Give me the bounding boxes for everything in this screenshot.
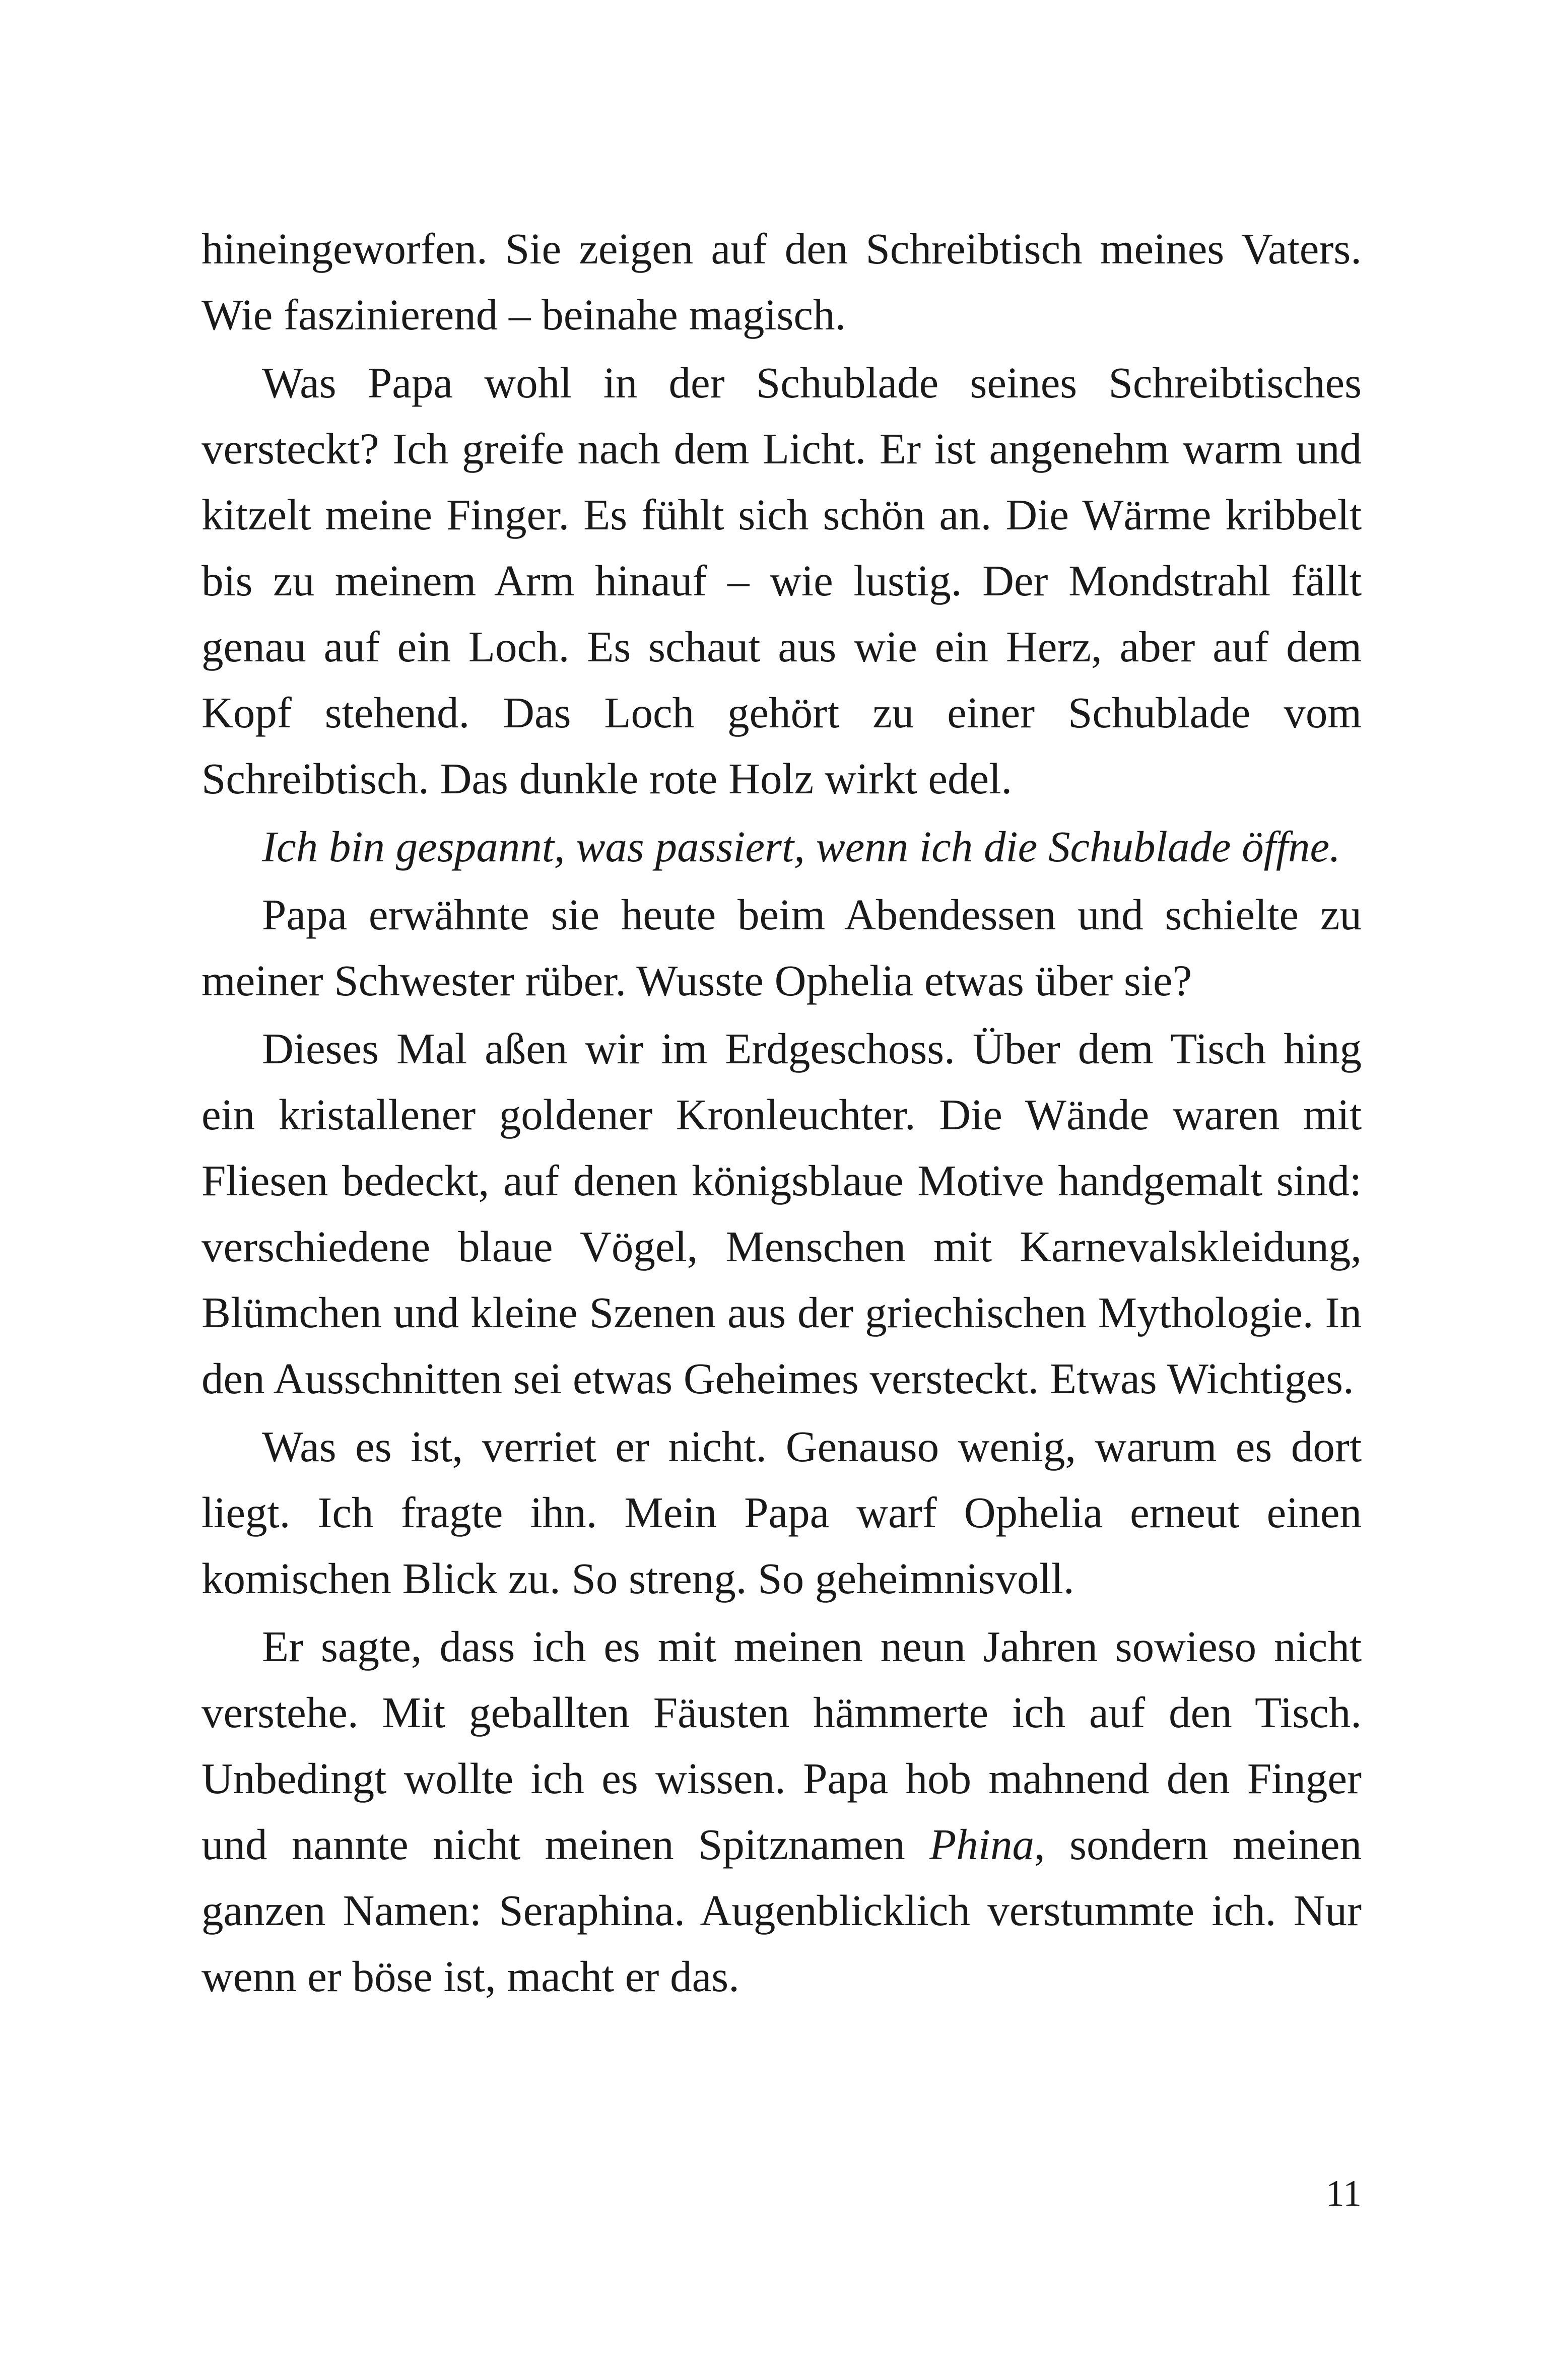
- paragraph: [201, 1413, 1362, 1611]
- paragraph: [201, 1015, 1362, 1411]
- italic-text: Phina: [929, 1820, 1034, 1869]
- paragraph: [201, 813, 1362, 879]
- body-text: [201, 216, 1362, 2011]
- text-run: Was es ist, verriet er nicht. Genauso wenig, warum es dort liegt. Ich fragte ihn. Mein Papa warf Ophelia erneut einen komischen Blick zu. So streng. So geheimnisvoll.: [201, 1422, 1362, 1603]
- text-run: hineingeworfen. Sie zeigen auf den Schreibtisch meines Vaters. Wie faszinierend – beinahe magisch.: [201, 224, 1362, 339]
- paragraph: [201, 216, 1362, 348]
- paragraph: [201, 881, 1362, 1013]
- page-number: 11: [1325, 2173, 1362, 2214]
- text-run: Papa erwähnte sie heute beim Abendessen und schielte zu meiner Schwester rüber. Wusste Ophelia etwas über sie?: [201, 890, 1362, 1005]
- text-run: Er sagte, dass ich es mit meinen neun Jahren sowieso nicht verstehe. Mit geballten Fäusten hämmerte ich auf den Tisch. Unbedingt wollte ich es wissen. Papa hob mahnend den Finger und nannte nicht meinen Spitznamen: [201, 1622, 1362, 1869]
- paragraph: [201, 350, 1362, 811]
- paragraph: [201, 1613, 1362, 2009]
- italic-text: Ich bin gespannt, was passiert, wenn ich die Schublade öffne.: [262, 822, 1340, 871]
- text-run: Dieses Mal aßen wir im Erdgeschoss. Über dem Tisch hing ein kristallener goldener Kronleuchter. Die Wände waren mit Fliesen bedeckt, auf denen königsblaue Motive handgemalt sind: verschiedene blaue Vögel, Menschen mit Karnevalskleidung, Blümchen und kleine Szenen aus der griechischen Mythologie. In den Ausschnitten sei etwas Geheimes versteckt. Etwas Wichtiges.: [201, 1024, 1362, 1403]
- text-run: Was Papa wohl in der Schublade seines Schreibtisches versteckt? Ich greife nach dem Licht. Er ist angenehm warm und kitzelt meine Finger. Es fühlt sich schön an. Die Wärme kribbelt bis zu meinem Arm hinauf – wie lustig. Der Mondstrahl fällt genau auf ein Loch. Es schaut aus wie ein Herz, aber auf dem Kopf stehend. Das Loch gehört zu einer Schublade vom Schreibtisch. Das dunkle rote Holz wirkt edel.: [201, 358, 1362, 803]
- text-run: , sondern meinen ganzen Namen: Seraphina. Augenblicklich verstummte ich. Nur wenn er böse ist, macht er das.: [201, 1820, 1362, 2001]
